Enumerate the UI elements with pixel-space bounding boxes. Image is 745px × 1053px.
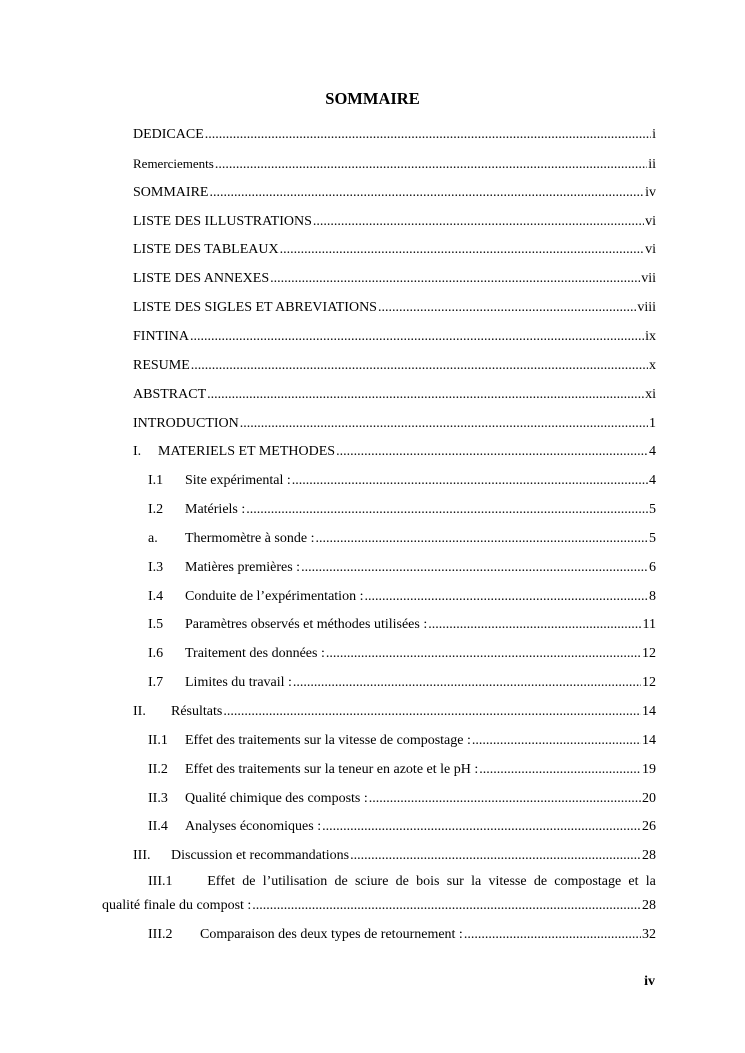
leader-dots (205, 126, 651, 144)
toc-entry[interactable] (148, 530, 656, 548)
leader-dots (315, 530, 648, 548)
toc-entry-number: I.2 (148, 502, 164, 517)
leader-dots (252, 897, 641, 915)
toc-entry-page: viii (637, 300, 656, 315)
leader-dots (246, 501, 648, 519)
leader-dots (350, 847, 641, 865)
leader-dots (207, 386, 644, 404)
toc-entry[interactable] (148, 588, 656, 606)
leader-dots (223, 703, 641, 721)
toc-entry[interactable] (133, 213, 656, 231)
toc-entry-label: RESUME (133, 358, 190, 373)
toc-entry-label: Site expérimental : (185, 473, 291, 488)
toc-entry-label: Paramètres observés et méthodes utilisées : (185, 617, 428, 632)
toc-entry-label: Comparaison des deux types de retournement : (200, 927, 463, 942)
leader-dots (479, 761, 641, 779)
leader-dots (364, 588, 648, 606)
toc-entry-label: INTRODUCTION (133, 416, 239, 431)
toc-entry-number: II.1 (148, 733, 168, 748)
toc-entry-word: de (242, 874, 256, 889)
toc-entry-page: 6 (649, 560, 656, 575)
toc-entry-number: I.4 (148, 589, 164, 604)
toc-entry-word: vitesse (488, 874, 527, 889)
toc-entry-label: SOMMAIRE (133, 185, 209, 200)
toc-entry[interactable] (148, 790, 656, 808)
toc-entry[interactable] (148, 761, 656, 779)
toc-entry-number: I.7 (148, 675, 164, 690)
toc-entry-number: I.5 (148, 617, 164, 632)
toc-entry-number: a. (148, 531, 158, 546)
toc-entry-label: Effet des traitements sur la teneur en azote et le pH : (185, 762, 479, 777)
toc-entry-label: Discussion et recommandations (171, 848, 350, 863)
toc-entry-number: I.3 (148, 560, 164, 575)
toc-entry-number: III.1 (148, 874, 173, 889)
toc-entry-label: Effet des traitements sur la vitesse de compostage : (185, 733, 471, 748)
toc-entry-word: l’utilisation (262, 874, 328, 889)
toc-entry-page: 1 (649, 416, 656, 431)
toc-entry-III-1-line1[interactable] (148, 873, 656, 891)
toc-entry-page: vii (641, 271, 656, 286)
toc-entry-page: ii (648, 157, 656, 172)
toc-entry-page: xi (645, 387, 656, 402)
toc-entry-III-1-line2[interactable] (102, 897, 656, 915)
toc-entry-page: vi (645, 242, 656, 257)
toc-entry[interactable] (133, 270, 656, 288)
toc-entry[interactable] (133, 703, 656, 721)
toc-entry-word: de (395, 874, 409, 889)
toc-entry-word: la (645, 874, 656, 889)
toc-entry-label: ABSTRACT (133, 387, 207, 402)
leader-dots (280, 241, 644, 259)
toc-entry[interactable] (133, 155, 656, 174)
leader-dots (313, 213, 644, 231)
toc-entry[interactable] (133, 299, 656, 317)
toc-entry-word: la (471, 874, 482, 889)
leader-dots (369, 790, 641, 808)
toc-entry[interactable] (148, 559, 656, 577)
leader-dots (301, 559, 648, 577)
toc-entry-label: LISTE DES ANNEXES (133, 271, 270, 286)
toc-entry-label: LISTE DES TABLEAUX (133, 242, 279, 257)
page-title: SOMMAIRE (325, 89, 420, 108)
toc-entry[interactable] (148, 616, 656, 634)
toc-entry-page: 4 (649, 444, 656, 459)
toc-entry-page: 4 (649, 473, 656, 488)
toc-entry[interactable] (133, 357, 656, 375)
toc-entry-III-2[interactable] (148, 926, 656, 944)
toc-entry-label: FINTINA (133, 329, 189, 344)
toc-entry-label: Remerciements (133, 156, 214, 171)
toc-entry[interactable] (148, 674, 656, 692)
toc-entry[interactable] (133, 386, 656, 404)
leader-dots (240, 415, 648, 433)
leader-dots (209, 184, 644, 202)
toc-entry-word: Effet (207, 874, 235, 889)
toc-entry-page: 28 (642, 898, 656, 913)
toc-entry-page: 5 (649, 502, 656, 517)
toc-entry[interactable] (133, 443, 656, 461)
toc-entry-label: MATERIELS ET METHODES (158, 444, 336, 459)
leader-dots (428, 616, 641, 634)
toc-entry[interactable] (133, 847, 656, 865)
page-number: iv (644, 974, 655, 989)
leader-dots (190, 328, 644, 346)
toc-entry-page: 11 (642, 617, 656, 632)
toc-entry-page: 28 (642, 848, 656, 863)
toc-entry-page: vi (645, 214, 656, 229)
toc-entry-number: II. (133, 704, 146, 719)
toc-entry-number: II.4 (148, 819, 168, 834)
toc-entry[interactable] (148, 645, 656, 663)
toc-entry-word: de (533, 874, 548, 889)
leader-dots (270, 270, 640, 288)
toc-entry-number: II.3 (148, 791, 168, 806)
toc-entry-page: 8 (649, 589, 656, 604)
toc-entry-page: 12 (642, 646, 656, 661)
toc-entry-label: DEDICACE (133, 127, 204, 142)
toc-entry-page: 20 (642, 791, 656, 806)
toc-entry-word: bois (416, 874, 440, 889)
toc-entry-word: compostage (554, 874, 622, 889)
toc-entry-page: x (649, 358, 656, 373)
toc-entry-label: Conduite de l’expérimentation : (185, 589, 364, 604)
toc-entry-number: II.2 (148, 762, 168, 777)
toc-entry-number: I.1 (148, 473, 164, 488)
toc-entry[interactable] (148, 732, 656, 750)
toc-entry-label: Traitement des données : (185, 646, 325, 661)
toc-entry-label: LISTE DES ILLUSTRATIONS (133, 214, 312, 229)
toc-entry-number: I. (133, 444, 142, 459)
toc-entry[interactable] (133, 184, 656, 202)
toc-entry-label: Matériels : (185, 502, 246, 517)
toc-entry-page: 14 (642, 704, 656, 719)
toc-entry-label: Résultats (171, 704, 223, 719)
toc-entry-number: I.6 (148, 646, 164, 661)
toc-entry[interactable] (133, 126, 656, 144)
leader-dots (464, 926, 641, 944)
toc-entry-label: Thermomètre à sonde : (185, 531, 315, 546)
toc-entry-page: iv (645, 185, 656, 200)
toc-entry[interactable] (133, 415, 656, 433)
toc-entry-page: 14 (642, 733, 656, 748)
toc-entry-page: 26 (642, 819, 656, 834)
toc-entry-label: Matières premières : (185, 560, 301, 575)
leader-dots (326, 645, 641, 663)
toc-entry-word: sciure (354, 874, 389, 889)
toc-entry[interactable] (148, 472, 656, 490)
leader-dots (191, 357, 648, 375)
toc-entry-page: i (652, 127, 656, 142)
toc-entry-number: III.2 (148, 927, 173, 942)
leader-dots (378, 299, 636, 317)
toc-entry-word: et (628, 874, 639, 889)
toc-entry-page: 19 (642, 762, 656, 777)
toc-entry-label: Limites du travail : (185, 675, 292, 690)
toc-entry[interactable] (148, 818, 656, 836)
toc-entry-word: de (334, 874, 348, 889)
leader-dots (215, 156, 647, 174)
toc-entry-word: sur (446, 874, 464, 889)
toc-entry-label: Qualité chimique des composts : (185, 791, 368, 806)
toc-entry-number: III. (133, 848, 151, 863)
leader-dots (472, 732, 641, 750)
leader-dots (336, 443, 648, 461)
toc-entry-label: LISTE DES SIGLES ET ABREVIATIONS (133, 300, 377, 315)
toc-entry[interactable] (133, 241, 656, 259)
leader-dots (292, 472, 648, 490)
toc-entry-label: Analyses économiques : (185, 819, 322, 834)
toc-entry-label: qualité finale du compost : (102, 898, 252, 913)
toc-entry-page: 12 (642, 675, 656, 690)
toc-entry[interactable] (148, 501, 656, 519)
toc-entry-page: 32 (642, 927, 656, 942)
toc-entry[interactable] (133, 328, 656, 346)
toc-entry-page: ix (645, 329, 656, 344)
leader-dots (322, 818, 641, 836)
toc-entry-page: 5 (649, 531, 656, 546)
leader-dots (293, 674, 641, 692)
